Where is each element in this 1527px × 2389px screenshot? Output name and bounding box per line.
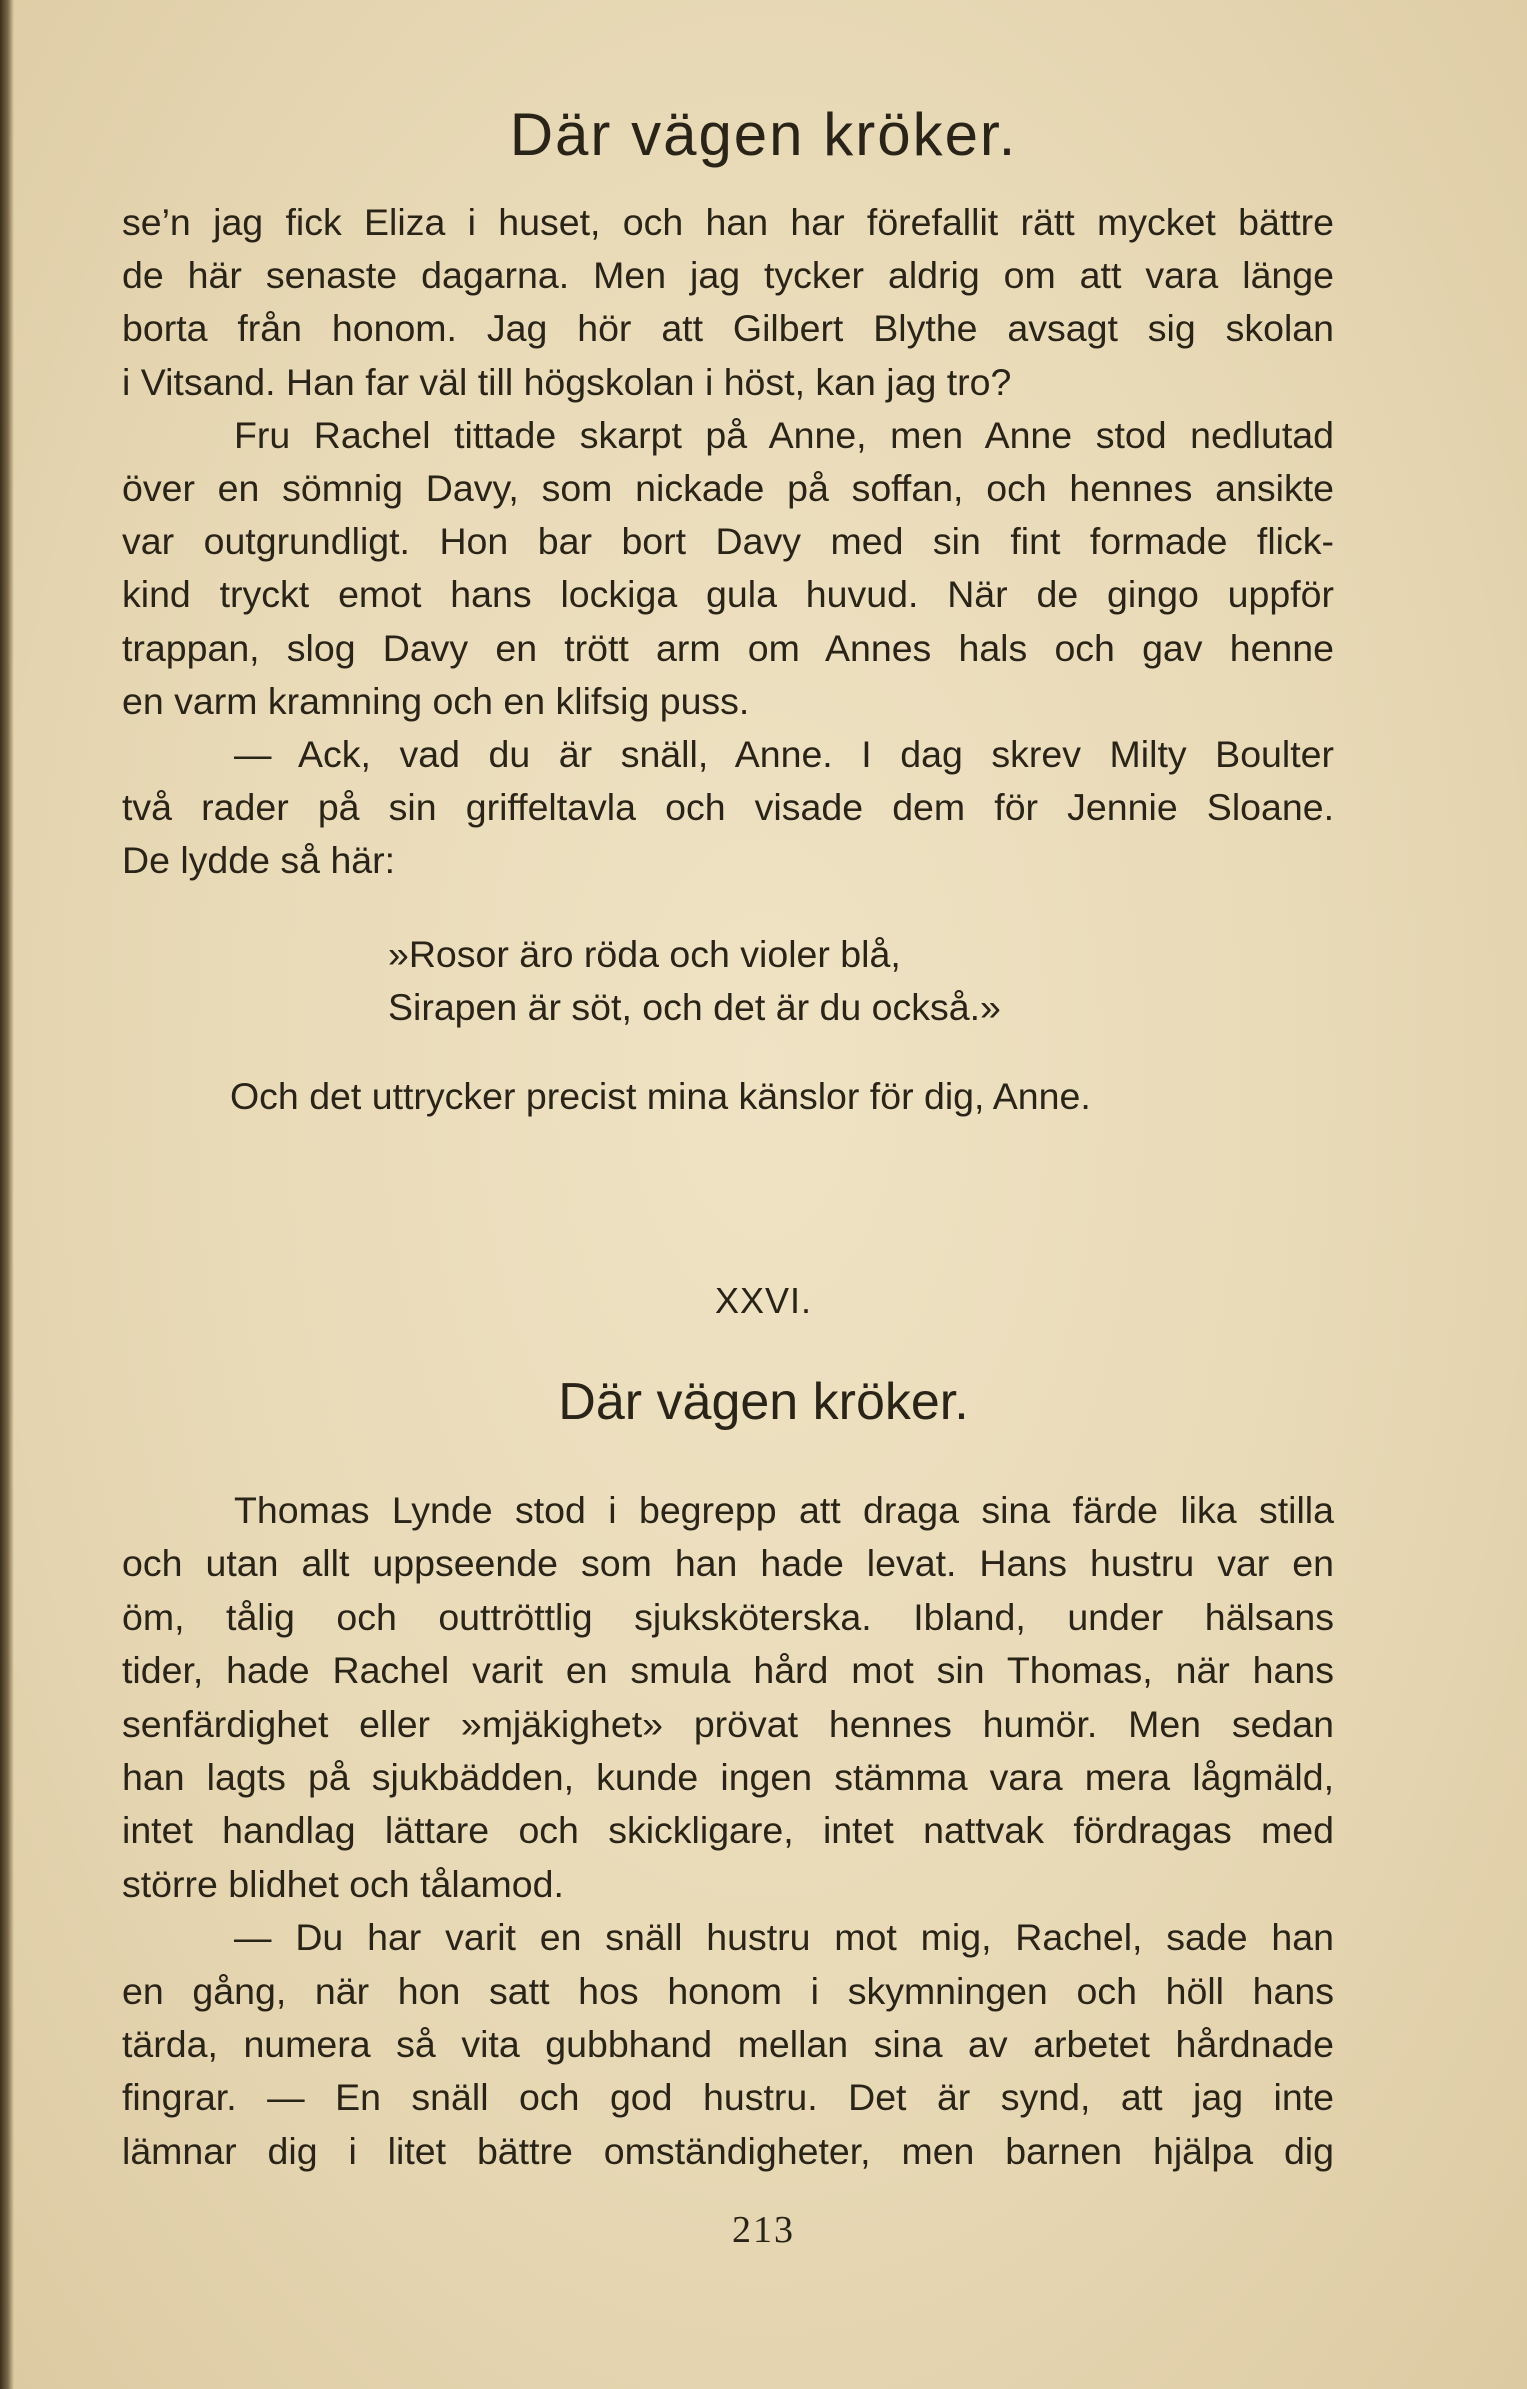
text-line: en gång, när hon satt hos honom i skymningen och höll hans (122, 1969, 1334, 2012)
text-line: två rader på sin griffeltavla och visade dem för Jennie Sloane. (122, 786, 1334, 829)
poem-line: Sirapen är söt, och det är du också.» (388, 986, 1001, 1029)
text-line: Thomas Lynde stod i begrepp att draga sina färde lika stilla (234, 1489, 1334, 1531)
text-line: en varm kramning och en klifsig puss. (122, 679, 750, 722)
text-line: var outgrundligt. Hon bar bort Davy med sin fint formade flick- (122, 520, 1334, 563)
text-line: tärda, numera så vita gubbhand mellan sina av arbetet hårdnade (122, 2022, 1334, 2065)
chapter-number: XXVI. (714, 1280, 813, 1321)
running-head: Där vägen kröker. (509, 101, 1018, 168)
text-line: tider, hade Rachel varit en smula hård mot sin Thomas, när hans (122, 1649, 1334, 1692)
text-line: trappan, slog Davy en trött arm om Annes hals och gav henne (122, 626, 1334, 669)
text-line: Och det uttrycker precist mina känslor för dig, Anne. (230, 1075, 1091, 1117)
text-line: över en sömnig Davy, som nickade på soffan, och hennes ansikte (122, 466, 1334, 509)
text-line: större blidhet och tålamod. (122, 1862, 564, 1905)
page-number: 213 (732, 2209, 795, 2251)
text-line: se’n jag fick Eliza i huset, och han har förefallit rätt mycket bättre (122, 201, 1334, 243)
text-line: kind tryckt emot hans lockiga gula huvud. När de gingo uppför (122, 573, 1334, 616)
text-line: intet handlag lättare och skickligare, intet nattvak fördragas med (122, 1809, 1334, 1852)
text-line: Fru Rachel tittade skarpt på Anne, men Anne stod nedlutad (234, 413, 1334, 456)
text-line: De lydde så här: (122, 839, 396, 882)
text-line: fingrar. — En snäll och god hustru. Det är synd, att jag inte (122, 2076, 1334, 2119)
text-line: i Vitsand. Han far väl till högskolan i höst, kan jag tro? (122, 360, 1012, 403)
poem-line: »Rosor äro röda och violer blå, (388, 933, 901, 975)
text-line: de här senaste dagarna. Men jag tycker aldrig om att vara länge (122, 254, 1334, 297)
text-line: borta från honom. Jag hör att Gilbert Blythe avsagt sig skolan (122, 307, 1334, 350)
poem (388, 928, 1001, 1034)
text-block-top (122, 196, 1334, 887)
text-line: senfärdighet eller »mjäkighet» prövat hennes humör. Men sedan (122, 1702, 1334, 1745)
text-line: — Du har varit en snäll hustru mot mig, Rachel, sade han (234, 1916, 1334, 1959)
text-line: öm, tålig och outtröttlig sjuksköterska. Ibland, under hälsans (122, 1595, 1334, 1638)
page-spine-shadow (0, 0, 14, 2389)
text-line: lämnar dig i litet bättre omständigheter, men barnen hjälpa dig (122, 2129, 1334, 2172)
text-line: — Ack, vad du är snäll, Anne. I dag skrev Milty Boulter (234, 732, 1334, 775)
text-line: han lagts på sjukbädden, kunde ingen stämma vara mera lågmäld, (122, 1755, 1334, 1798)
text-line: och utan allt uppseende som han hade levat. Hans hustru var en (122, 1542, 1334, 1585)
chapter-title: Där vägen kröker. (558, 1373, 969, 1431)
text-block-chapter (122, 1484, 1334, 2178)
